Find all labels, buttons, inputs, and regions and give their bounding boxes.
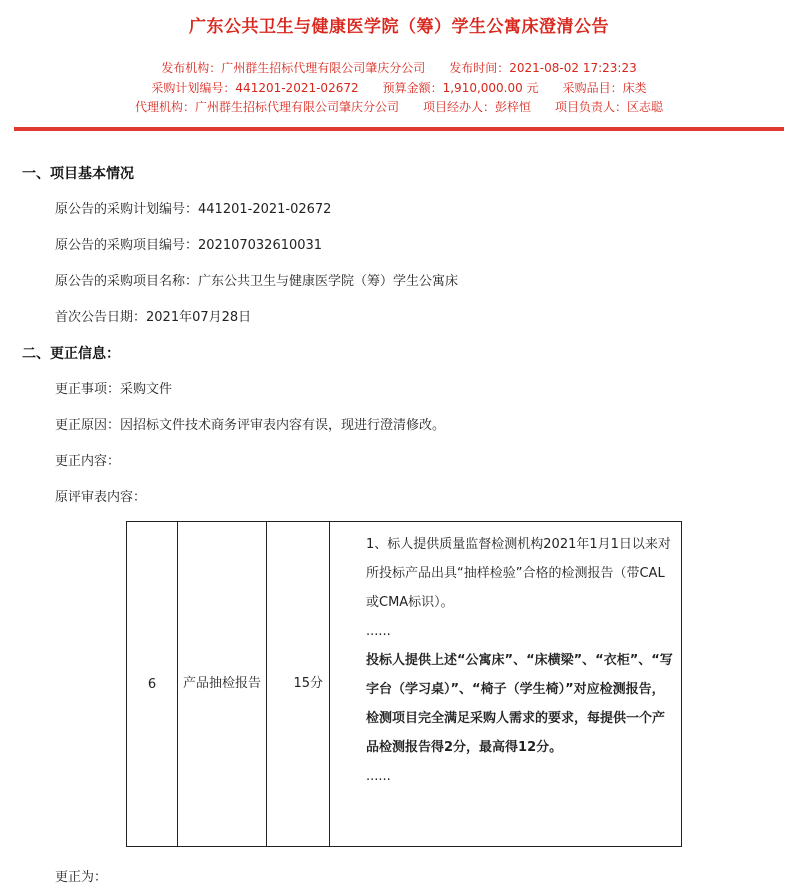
- meta-publisher-time: 发布机构：广州群生招标代理有限公司肇庆分公司 发布时间：2021-08-02 17:23:23: [161, 61, 637, 75]
- original-plan-number: 原公告的采购计划编号：441201-2021-02672: [55, 202, 332, 217]
- page-title: 广东公共卫生与健康医学院（筹）学生公寓床澄清公告: [189, 17, 609, 37]
- correction-reason: 更正原因：因招标文件技术商务评审表内容有误，现进行澄清修改。: [55, 418, 446, 433]
- original-project-name: 原公告的采购项目名称：广东公共卫生与健康医学院（筹）学生公寓床: [55, 274, 459, 289]
- table-cell-number: 6: [127, 522, 178, 847]
- table-cell-item-name: 产品抽检报告: [178, 522, 267, 847]
- meta-plan-budget-category: 采购计划编号：441201-2021-02672 预算金额：1,910,000.00 元 采购品目：床类: [151, 81, 647, 95]
- review-table: [126, 521, 682, 847]
- criteria-ellipsis-2: ......: [366, 769, 391, 784]
- correction-item: 更正事项：采购文件: [55, 382, 173, 397]
- first-announcement-date: 首次公告日期：2021年07月28日: [55, 310, 252, 325]
- header-divider: [14, 127, 784, 131]
- original-project-number: 原公告的采购项目编号：202107032610031: [55, 238, 323, 253]
- meta-agency-staff: 代理机构：广州群生招标代理有限公司肇庆分公司 项目经办人：彭梓恒 项目负责人：区志聪: [134, 100, 663, 114]
- original-review-label: 原评审表内容：: [55, 490, 147, 505]
- table-cell-criteria: [330, 522, 682, 847]
- section2-heading: 二、更正信息：: [22, 346, 120, 362]
- table-cell-score: 15分: [267, 522, 330, 847]
- section1-heading: 一、项目基本情况: [22, 166, 134, 182]
- table-row: [127, 522, 682, 847]
- criteria-line-1: 1、标人提供质量监督检测机构2021年1月1日以来对所投标产品出具“抽样检验”合格的检测报告（带CAL或CMA标识）。: [366, 537, 671, 610]
- criteria-ellipsis-1: ......: [366, 624, 391, 639]
- correction-content-label: 更正内容：: [55, 454, 121, 469]
- criteria-line-2: 投标人提供上述“公寓床”、“床横梁”、“衣柜”、“写字台（学习桌）”、“椅子（学生椅）”对应检测报告，检测项目完全满足采购人需求的要求，每提供一个产品检测报告得2分，最高得12分。: [366, 653, 673, 755]
- corrected-to-label: 更正为：: [55, 870, 108, 885]
